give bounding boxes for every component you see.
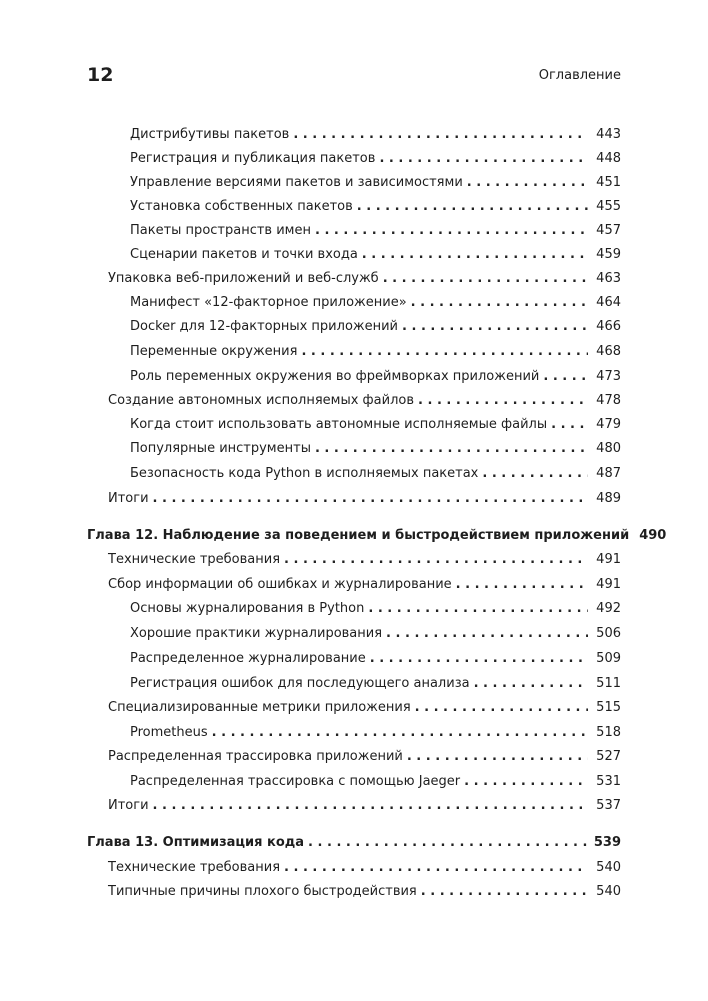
toc-entry-page: 459 [596, 247, 621, 262]
dot-leader [212, 724, 588, 742]
toc-entry-page: 531 [596, 774, 621, 789]
toc-entry-title: Хорошие практики журналирования [130, 626, 383, 641]
toc-entry [130, 673, 621, 693]
dot-leader [467, 174, 588, 192]
dot-leader [407, 748, 588, 766]
toc-entry-title: Упаковка веб-приложений и веб-служб [108, 271, 379, 286]
toc-entry-title: Специализированные метрики приложения [108, 700, 411, 715]
toc-entry [108, 795, 621, 815]
toc-entry [130, 292, 621, 312]
dot-leader [411, 294, 588, 312]
dot-leader [543, 368, 588, 386]
dot-leader [402, 318, 588, 336]
page-number: 12 [87, 64, 114, 86]
toc-entry [108, 268, 621, 288]
toc-entry-page: 540 [596, 860, 621, 875]
dot-leader [284, 859, 588, 877]
toc-chapter-entry [87, 525, 667, 545]
dot-leader [551, 416, 588, 434]
toc-entry [130, 244, 621, 264]
toc-entry-page: 451 [596, 175, 621, 190]
toc-entry-page: 480 [596, 441, 621, 456]
toc-entry-title: Технические требования [108, 552, 281, 567]
toc-entry-title: Глава 13. Оптимизация кода [87, 835, 305, 850]
toc-entry-page: 509 [596, 651, 621, 666]
toc-entry [130, 220, 621, 240]
toc-entry [130, 341, 621, 361]
toc-entry [108, 857, 621, 877]
toc-entry-title: Docker для 12-факторных приложений [130, 319, 399, 334]
dot-leader [362, 246, 588, 264]
toc-entry-page: 468 [596, 344, 621, 359]
toc-entry-title: Переменные окружения [130, 344, 298, 359]
toc-entry-page: 487 [596, 466, 621, 481]
toc-entry-title: Когда стоит использовать автономные исполняемые файлы [130, 417, 548, 432]
dot-leader [308, 834, 588, 852]
dot-leader [315, 222, 588, 240]
toc-entry-title: Распределенная трассировка с помощью Jaeger [130, 774, 461, 789]
toc-entry [130, 623, 621, 643]
toc-entry-title: Основы журналирования в Python [130, 601, 365, 616]
toc-entry-title: Prometheus [130, 725, 208, 740]
dot-leader [415, 699, 588, 717]
dot-leader [386, 625, 588, 643]
toc-entry [130, 196, 621, 216]
dot-leader [464, 773, 588, 791]
toc-entry [130, 148, 621, 168]
dot-leader [418, 392, 588, 410]
toc-entry [108, 746, 621, 766]
toc-entry-page: 515 [596, 700, 621, 715]
toc-entry-title: Манифест «12-факторное приложение» [130, 295, 407, 310]
toc-entry-page: 540 [596, 884, 621, 899]
dot-leader [293, 126, 588, 144]
toc-entry-title: Роль переменных окружения во фреймворках приложений [130, 369, 540, 384]
dot-leader [456, 576, 588, 594]
running-title: Оглавление [538, 68, 621, 83]
toc-entry-page: 457 [596, 223, 621, 238]
toc-entry [130, 366, 621, 386]
toc-chapter-entry [87, 832, 621, 852]
toc-entry [130, 172, 621, 192]
toc-entry [108, 697, 621, 717]
toc-entry-title: Глава 12. Наблюдение за поведением и быстродействием приложений [87, 528, 630, 543]
toc-entry [130, 124, 621, 144]
dot-leader [153, 797, 588, 815]
dot-leader [482, 465, 588, 483]
dot-leader [315, 440, 588, 458]
toc-entry-page: 479 [596, 417, 621, 432]
dot-leader [153, 490, 588, 508]
toc-entry-title: Итоги [108, 491, 149, 506]
toc-entry-page: 464 [596, 295, 621, 310]
toc-entry-title: Регистрация ошибок для последующего анализа [130, 676, 470, 691]
dot-leader [357, 198, 588, 216]
toc-entry-page: 491 [596, 577, 621, 592]
toc-entry-title: Популярные инструменты [130, 441, 311, 456]
dot-leader [474, 675, 588, 693]
dot-leader [284, 551, 588, 569]
toc-entry-page: 489 [596, 491, 621, 506]
toc-entry-page: 473 [596, 369, 621, 384]
toc-entry-page: 466 [596, 319, 621, 334]
toc-entry-title: Установка собственных пакетов [130, 199, 353, 214]
toc-entry-title: Дистрибутивы пакетов [130, 127, 290, 142]
toc-entry-title: Технические требования [108, 860, 281, 875]
toc-entry [108, 488, 621, 508]
dot-leader [421, 883, 588, 901]
toc-entry [130, 722, 621, 742]
dot-leader [379, 150, 588, 168]
dot-leader [370, 650, 588, 668]
toc-entry-title: Создание автономных исполняемых файлов [108, 393, 415, 408]
toc-entry-page: 492 [596, 601, 621, 616]
toc-entry-page: 518 [596, 725, 621, 740]
toc-entry-page: 537 [596, 798, 621, 813]
toc-entry-page: 490 [639, 528, 667, 543]
toc-entry [108, 881, 621, 901]
dot-leader [301, 343, 588, 361]
toc-entry [108, 390, 621, 410]
toc-entry [130, 414, 621, 434]
toc-entry-page: 527 [596, 749, 621, 764]
toc-entry-title: Регистрация и публикация пакетов [130, 151, 376, 166]
toc-entry-page: 539 [593, 835, 621, 850]
toc-entry-page: 443 [596, 127, 621, 142]
toc-entry-title: Сценарии пакетов и точки входа [130, 247, 358, 262]
dot-leader [383, 270, 588, 288]
toc-entry-page: 491 [596, 552, 621, 567]
toc-entry [108, 549, 621, 569]
toc-entry-page: 511 [596, 676, 621, 691]
toc-entry [130, 771, 621, 791]
toc-entry-title: Типичные причины плохого быстродействия [108, 884, 417, 899]
toc-entry-page: 455 [596, 199, 621, 214]
toc-entry-title: Итоги [108, 798, 149, 813]
toc-entry [130, 463, 621, 483]
toc-entry-title: Управление версиями пакетов и зависимостями [130, 175, 463, 190]
toc-entry-title: Распределенная трассировка приложений [108, 749, 403, 764]
toc-entry-title: Пакеты пространств имен [130, 223, 311, 238]
toc-entry [130, 648, 621, 668]
toc-entry-title: Сбор информации об ошибках и журналирование [108, 577, 452, 592]
toc-entry [130, 316, 621, 336]
toc-entry-page: 506 [596, 626, 621, 641]
toc-entry-title: Распределенное журналирование [130, 651, 366, 666]
toc-entry [130, 438, 621, 458]
toc-entry-page: 448 [596, 151, 621, 166]
toc-entry-title: Безопасность кода Python в исполняемых пакетах [130, 466, 479, 481]
toc-entry [130, 598, 621, 618]
toc-entry [108, 574, 621, 594]
toc-entry-page: 478 [596, 393, 621, 408]
dot-leader [368, 600, 588, 618]
toc-entry-page: 463 [596, 271, 621, 286]
